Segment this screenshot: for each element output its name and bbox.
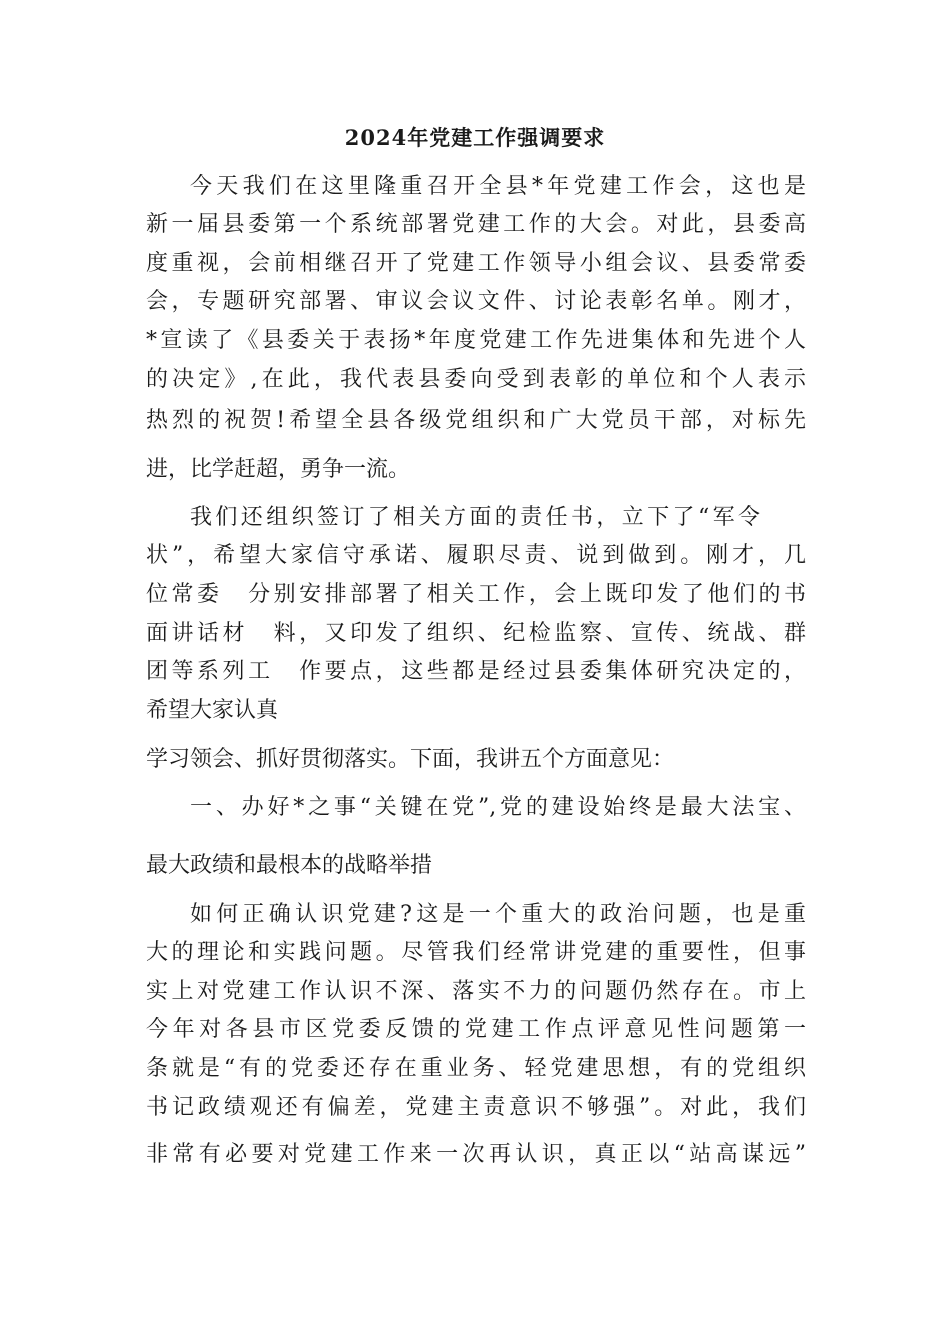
paragraph-line: 热烈的祝贺!希望全县各级党组织和广大党员干部，对标先 [146, 408, 806, 433]
paragraph-line: 的决定》,在此，我代表县委向受到表彰的单位和个人表示 [146, 367, 806, 392]
paragraph-line: 团等系列工 作要点，这些都是经过县委集体研究决定的， [146, 659, 806, 684]
paragraph-line: 条就是“有的党委还存在重业务、轻党建思想，有的党组织 [146, 1056, 806, 1081]
paragraph-line: 面讲话材 料，又印发了组织、纪检监察、宣传、统战、群 [146, 621, 806, 646]
paragraph-line: 今年对各县市区党委反馈的党建工作点评意见性问题第一 [146, 1017, 806, 1042]
paragraph-line: 今天我们在这里隆重召开全县*年党建工作会，这也是 [190, 174, 806, 199]
paragraph-line: 进，比学赶超，勇争一流。 [146, 457, 411, 482]
paragraph-line: 我们还组织签订了相关方面的责任书，立下了“军令 [190, 505, 760, 530]
paragraph-line: 非常有必要对党建工作来一次再认识，真正以“站高谋远” [146, 1142, 806, 1167]
paragraph-line: *宣读了《县委关于表扬*年度党建工作先进集体和先进个人 [146, 328, 806, 353]
paragraph-line: 如何正确认识党建?这是一个重大的政治问题，也是重 [190, 902, 806, 927]
paragraph-line: 会，专题研究部署、审议会议文件、讨论表彰名单。刚才， [146, 289, 806, 314]
document-title: 2024年党建工作强调要求 [344, 125, 606, 150]
paragraph-line: 大的理论和实践问题。尽管我们经常讲党建的重要性，但事 [146, 940, 806, 965]
paragraph-line: 度重视，会前相继召开了党建工作领导小组会议、县委常委 [146, 251, 806, 276]
paragraph-line: 状”，希望大家信守承诺、履职尽责、说到做到。刚才，几 [146, 543, 806, 568]
paragraph-line: 学习领会、抓好贯彻落实。下面，我讲五个方面意见： [146, 747, 675, 772]
section-heading-line: 一、办好*之事“关键在党”,党的建设始终是最大法宝、 [190, 795, 806, 820]
paragraph-line: 新一届县委第一个系统部署党建工作的大会。对此，县委高 [146, 212, 806, 237]
paragraph-line: 书记政绩观还有偏差，党建主责意识不够强”。对此，我们 [146, 1095, 806, 1120]
paragraph-line: 希望大家认真 [146, 698, 279, 723]
section-heading-line: 最大政绩和最根本的战略举措 [146, 853, 433, 878]
paragraph-line: 位常委 分别安排部署了相关工作，会上既印发了他们的书 [146, 582, 806, 607]
paragraph-line: 实上对党建工作认识不深、落实不力的问题仍然存在。市上 [146, 979, 806, 1004]
